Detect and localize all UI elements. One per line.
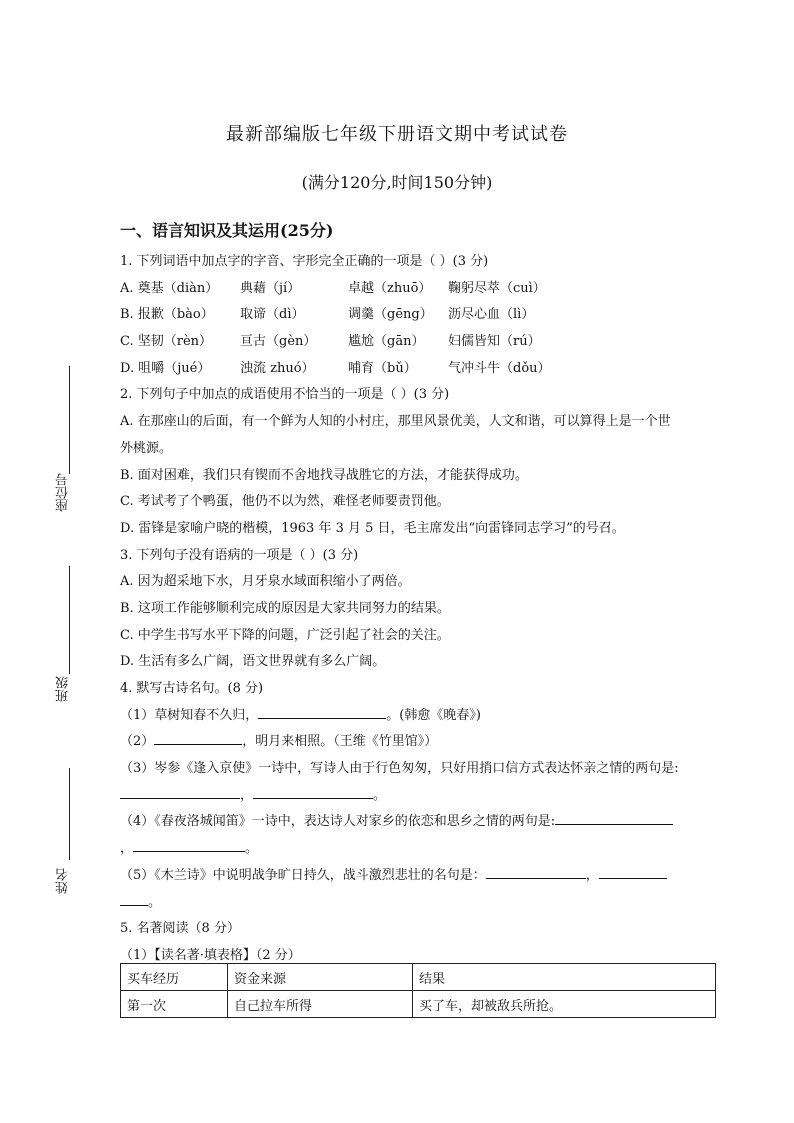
q4-item-5 (120, 863, 720, 890)
q3-option-a: A. 因为超采地下水，月牙泉水域面积缩小了两倍。 (120, 574, 411, 590)
answer-blank[interactable] (258, 704, 386, 719)
q3-stem: 3. 下列句子没有语病的一项是（ ）(3 分) (120, 547, 359, 563)
answer-blank[interactable] (154, 730, 242, 745)
option-term: 亘古（gèn） (240, 334, 317, 350)
q4-item-2 (120, 729, 720, 756)
option-term: 调羹（gēng） (348, 307, 433, 323)
table-row (121, 991, 716, 1018)
q2-option-d: D. 雷锋是家喻户晓的楷模，1963 年 3 月 5 日，毛主席发出“向雷锋同志学习”的号召。 (120, 520, 625, 536)
answer-blank[interactable] (120, 891, 148, 906)
name-line (69, 768, 70, 860)
q4-item-3-blanks (120, 783, 720, 810)
q2-option-c: C. 考试考了个鸭蛋，他仍不以为然，难怪老师要责罚他。 (120, 494, 450, 510)
q2-option-b: B. 面对困难，我们只有锲而不舍地找寻战胜它的方法，才能获得成功。 (120, 467, 528, 483)
answer-blank[interactable] (486, 864, 586, 879)
class-label: 班级 (56, 676, 71, 702)
q4-1-prefix: （1）草树知春不久归， (120, 707, 259, 723)
q1-option-d (120, 356, 720, 383)
q4-item-4-blanks (120, 836, 720, 863)
answer-blank[interactable] (555, 810, 673, 825)
q2-stem: 2. 下列句子中加点的成语使用不恰当的一项是（ ）(3 分) (120, 387, 450, 403)
q4-4-comma: ， (120, 841, 134, 857)
table-header: 结果 (413, 964, 716, 991)
q3-option-b: B. 这项工作能够顺利完成的原因是大家共同努力的结果。 (120, 600, 450, 616)
page-subtitle: (满分120分,时间150分钟) (301, 173, 493, 192)
option-term: 鞠躬尽萃（cuì） (448, 280, 546, 296)
q3-option-d: D. 生活有多么广阔，语文世界就有多么广阔。 (120, 654, 386, 670)
table-header-row (121, 964, 716, 991)
q4-4-period: 。 (245, 841, 259, 857)
q4-3-period: 。 (373, 787, 387, 803)
q5-sub1: （1）【读名著·填表格】（2 分） (120, 947, 301, 963)
q1-option-b (120, 302, 720, 329)
option-term: B. 报歉（bào） (120, 307, 214, 323)
option-term: 哺育（bǔ） (348, 360, 417, 376)
q5-stem: 5. 名著阅读（8 分） (120, 921, 240, 937)
answer-blank[interactable] (599, 864, 667, 879)
q4-3-comma: ， (240, 787, 254, 803)
q1-option-c (120, 329, 720, 356)
section-heading: 一、语言知识及其运用(25分) (120, 221, 334, 240)
q4-5-period: 。 (148, 894, 162, 910)
name-label: 姓名 (56, 868, 71, 894)
q4-2-suffix: ，明月来相照。（王维《竹里馆》） (242, 734, 438, 750)
q4-item-5-blanks (120, 890, 720, 917)
option-term: D. 咀嚼（jué） (120, 360, 211, 376)
q3-option-c: C. 中学生书写水平下降的问题，广泛引起了社会的关注。 (120, 627, 450, 643)
q4-5-text: （5）《木兰诗》中说明战争旷日持久，战斗激烈悲壮的名句是： (120, 867, 486, 883)
option-term: C. 坚韧（rèn） (120, 334, 213, 350)
seat-line (69, 366, 70, 474)
option-term: 妇儒皆知（rú） (448, 334, 541, 350)
q2-option-a-line2: 外桃源。 (120, 440, 173, 456)
table-cell: 自己拉车所得 (228, 991, 413, 1018)
q4-5-comma: ， (585, 867, 599, 883)
table-header: 资金来源 (228, 964, 413, 991)
table-header: 买车经历 (121, 964, 228, 991)
q1-option-a (120, 276, 720, 303)
q4-stem: 4. 默写古诗名句。(8 分) (120, 681, 264, 696)
answer-blank[interactable] (253, 784, 373, 799)
q1-stem: 1. 下列词语中加点字的字音、字形完全正确的一项是（ ）(3 分) (120, 254, 489, 269)
q4-item-1 (120, 703, 720, 730)
reading-table (120, 963, 716, 1018)
table-cell: 第一次 (121, 991, 228, 1018)
q2-option-a-line1: A. 在那座山的后面，有一个鲜为人知的小村庄，那里风景优美，人文和谐，可以算得上是一个世 (120, 414, 671, 430)
q4-4-text: （4）《春夜洛城闻笛》一诗中，表达诗人对家乡的依恋和思乡之情的两句是: (120, 814, 556, 830)
table-cell: 买了车，却被敌兵所抢。 (413, 991, 716, 1018)
q4-2-prefix: （2） (120, 734, 155, 750)
q4-item-4 (120, 809, 720, 836)
answer-blank[interactable] (120, 784, 240, 799)
page-title: 最新部编版七年级下册语文期中考试试卷 (226, 124, 568, 145)
answer-blank[interactable] (133, 837, 245, 852)
option-term: 典藉（jí） (240, 280, 301, 296)
option-term: 沥尽心血（lì） (448, 307, 535, 323)
option-term: A. 奠基（diàn） (120, 280, 219, 296)
q4-1-suffix: 。(韩愈《晚春》) (386, 707, 481, 723)
class-line (69, 566, 70, 674)
option-term: 气冲斗牛（dǒu） (448, 360, 551, 376)
option-term: 浊流 zhuó） (240, 360, 315, 376)
option-term: 取谛（dì） (240, 307, 305, 323)
seat-label: 座位号 (56, 473, 71, 512)
q4-item-3: （3）岑参《逢入京使》一诗中，写诗人由于行色匆匆，只好用捎口信方式表达怀亲之情的两句是: (120, 761, 679, 777)
option-term: 尴尬（gān） (348, 334, 425, 350)
option-term: 卓越（zhuō） (348, 280, 432, 296)
question-body (120, 249, 720, 970)
